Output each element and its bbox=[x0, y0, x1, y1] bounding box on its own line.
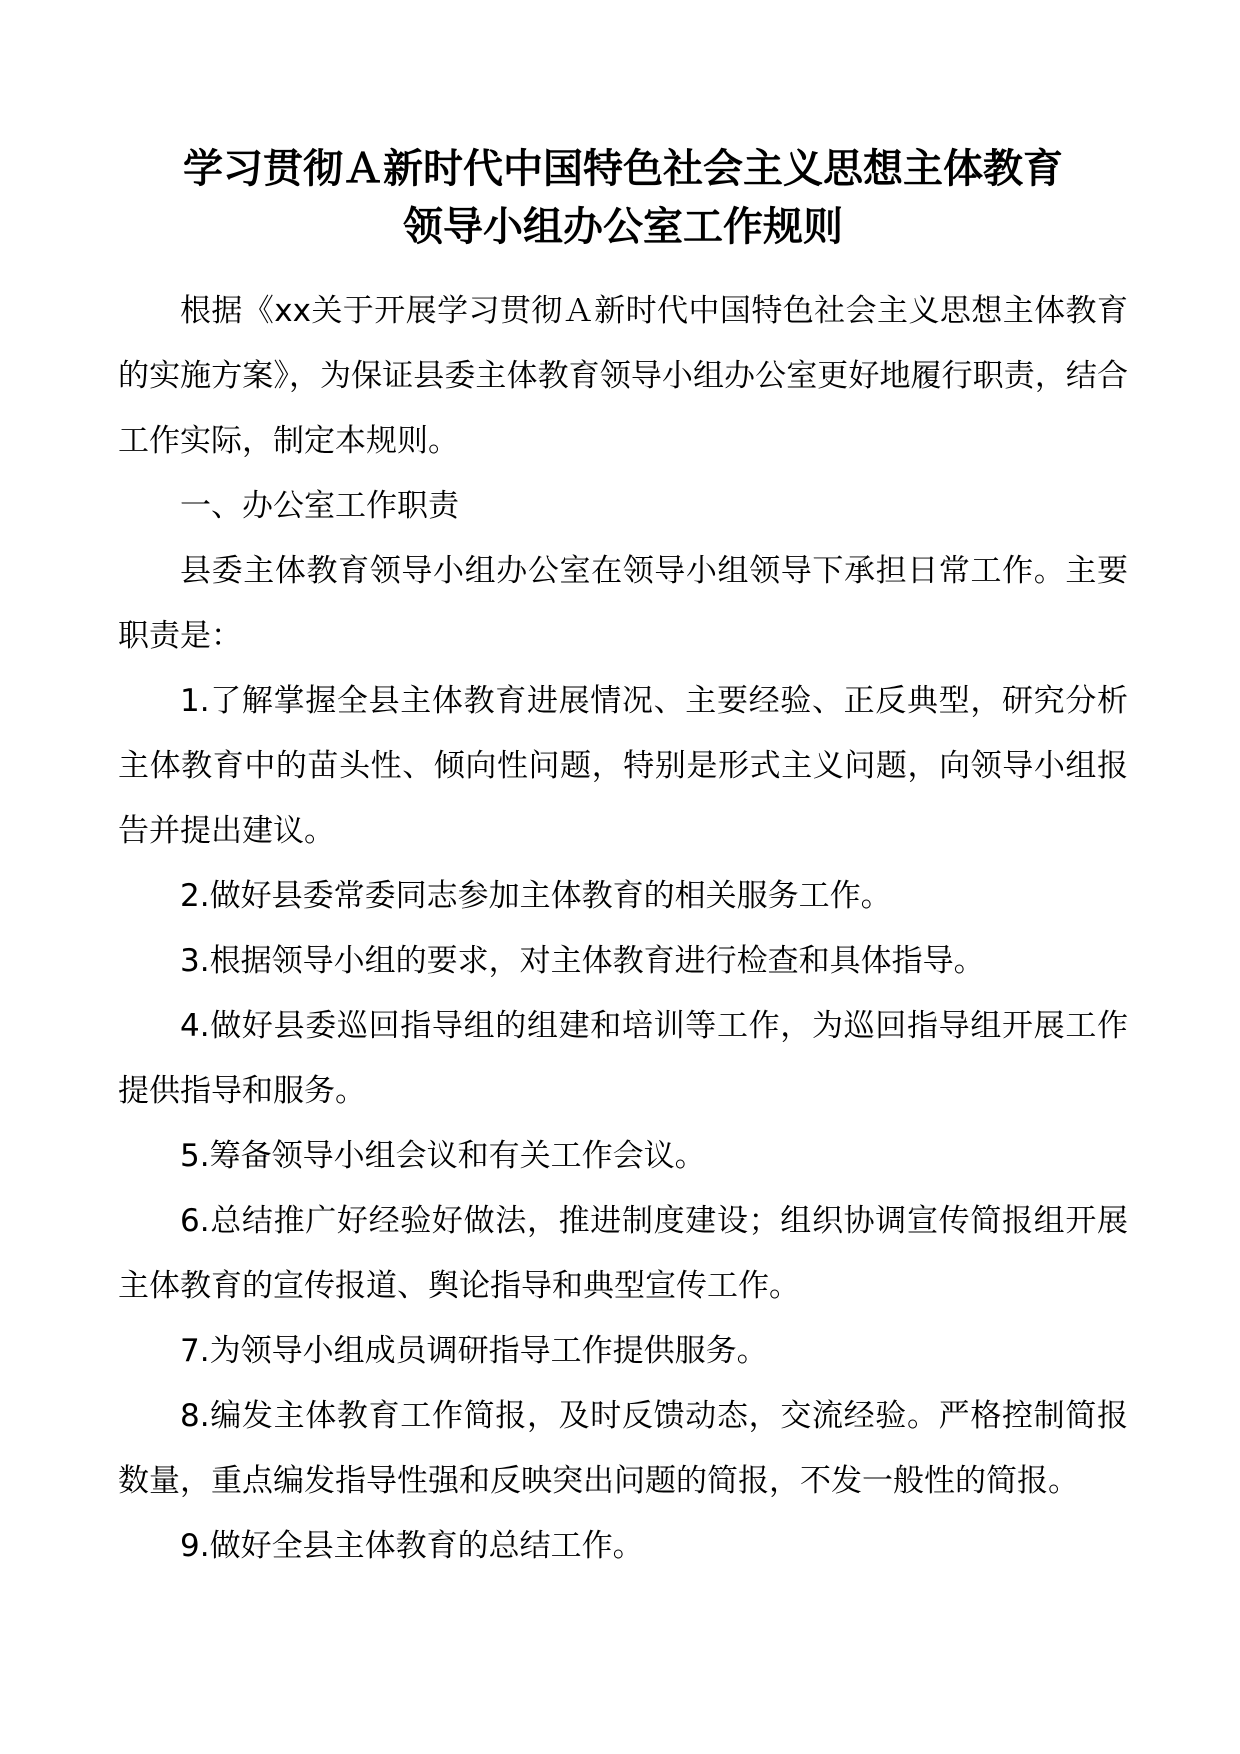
document-page bbox=[118, 140, 1128, 1579]
duty-item-9: 9.做好全县主体教育的总结工作。 bbox=[180, 1528, 644, 1564]
duty-item-6: 6.总结推广好经验好做法，推进制度建设；组织协调宣传简报组开展主体教育的宣传报道、舆论指导和典型宣传工作。 bbox=[118, 1203, 1128, 1304]
title-line-1: 学习贯彻Ａ新时代中国特色社会主义思想主体教育 bbox=[183, 146, 1063, 192]
document-title bbox=[118, 140, 1128, 256]
duty-item-7: 7.为领导小组成员调研指导工作提供服务。 bbox=[180, 1333, 768, 1369]
duty-item-3: 3.根据领导小组的要求，对主体教育进行检查和具体指导。 bbox=[180, 943, 985, 979]
duty-item-1: 1.了解掌握全县主体教育进展情况、主要经验、正反典型，研究分析主体教育中的苗头性、倾向性问题，特别是形式主义问题，向领导小组报告并提出建议。 bbox=[118, 683, 1128, 849]
duty-item-4: 4.做好县委巡回指导组的组建和培训等工作，为巡回指导组开展工作提供指导和服务。 bbox=[118, 1008, 1128, 1109]
duty-item-8: 8.编发主体教育工作简报，及时反馈动态，交流经验。严格控制简报数量，重点编发指导性强和反映突出问题的简报，不发一般性的简报。 bbox=[118, 1398, 1128, 1499]
section-heading-duties: 一、办公室工作职责 bbox=[180, 488, 459, 524]
title-line-2: 领导小组办公室工作规则 bbox=[403, 204, 843, 250]
duty-item-5: 5.筹备领导小组会议和有关工作会议。 bbox=[180, 1138, 706, 1174]
paragraph-duties-intro: 县委主体教育领导小组办公室在领导小组领导下承担日常工作。主要职责是： bbox=[118, 553, 1128, 654]
paragraph-intro: 根据《xx关于开展学习贯彻Ａ新时代中国特色社会主义思想主体教育的实施方案》，为保证县委主体教育领导小组办公室更好地履行职责，结合工作实际，制定本规则。 bbox=[118, 293, 1128, 459]
duty-item-2: 2.做好县委常委同志参加主体教育的相关服务工作。 bbox=[180, 878, 892, 914]
document-body bbox=[118, 279, 1128, 1579]
